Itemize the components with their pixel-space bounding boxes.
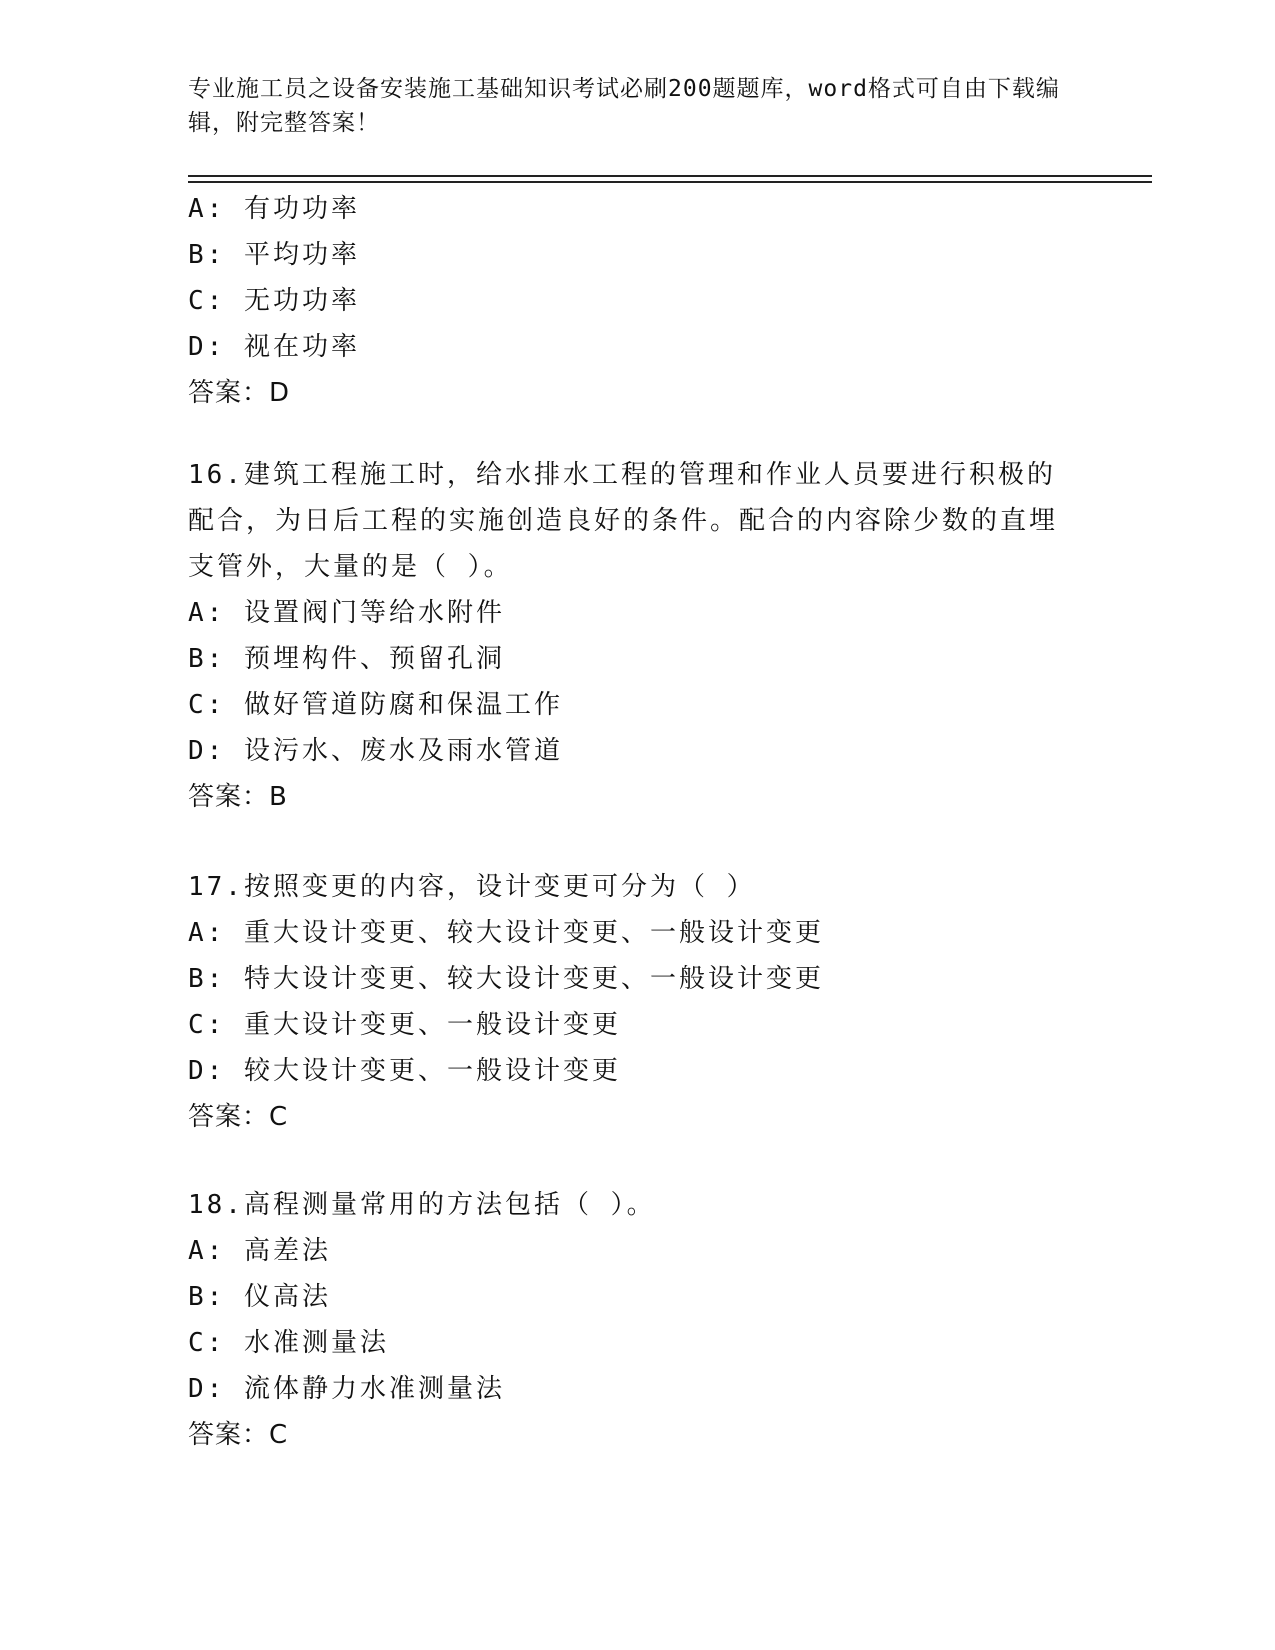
option-b: B: 仪高法 [188,1282,331,1312]
answer: 答案：D [188,378,291,408]
option-a: A: 有功功率 [188,194,360,224]
question-stem: 18.高程测量常用的方法包括（ ）。 [188,1190,656,1220]
option-b: B: 平均功率 [188,240,360,270]
option-b: B: 特大设计变更、较大设计变更、一般设计变更 [188,964,824,994]
question-16 [188,452,1088,820]
option-a: A: 高差法 [188,1236,331,1266]
answer: 答案：C [188,1102,289,1132]
option-c: C: 无功功率 [188,286,360,316]
option-a: A: 设置阀门等给水附件 [188,598,505,628]
option-d: D: 较大设计变更、一般设计变更 [188,1056,621,1086]
question-stem: 17.按照变更的内容，设计变更可分为（ ） [188,872,756,902]
answer: 答案：B [188,782,288,812]
option-a: A: 重大设计变更、较大设计变更、一般设计变更 [188,918,824,948]
option-d: D: 设污水、废水及雨水管道 [188,736,563,766]
option-c: C: 重大设计变更、一般设计变更 [188,1010,621,1040]
question-15 [188,186,1088,416]
option-d: D: 流体静力水准测量法 [188,1374,505,1404]
option-d: D: 视在功率 [188,332,360,362]
answer: 答案：C [188,1420,289,1450]
question-18 [188,1182,1088,1458]
question-stem: 16.建筑工程施工时，给水排水工程的管理和作业人员要进行积极的配合，为日后工程的实施创造良好的条件。配合的内容除少数的直埋支管外，大量的是（ ）。 [188,460,1059,582]
option-b: B: 预埋构件、预留孔洞 [188,644,505,674]
header-rule-bottom [188,181,1152,183]
header-rule-top [188,175,1152,177]
option-c: C: 水准测量法 [188,1328,389,1358]
question-17 [188,864,1088,1140]
option-c: C: 做好管道防腐和保温工作 [188,690,563,720]
page-header: 专业施工员之设备安装施工基础知识考试必刷200题题库，word格式可自由下载编辑，附完整答案！ [188,76,1060,136]
